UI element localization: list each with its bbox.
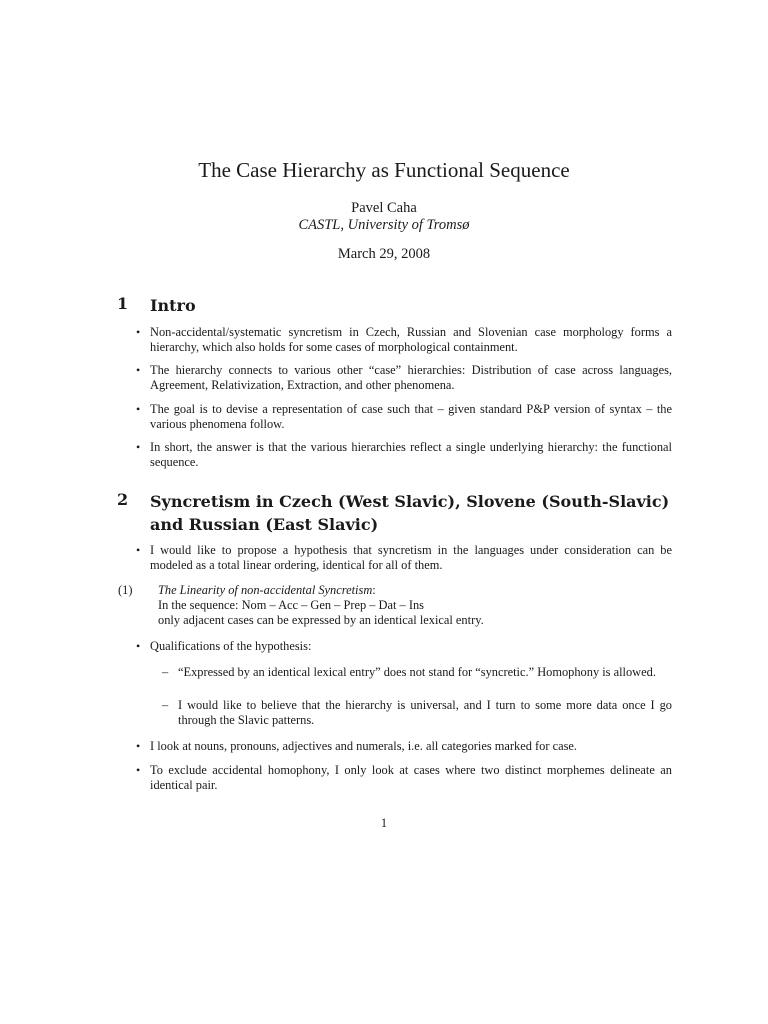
bullet-icon: • xyxy=(136,363,141,377)
list-item: To exclude accidental homophony, I only look at cases where two distinct morphemes delineate an identical pair. xyxy=(150,763,672,792)
author-name: Pavel Caha xyxy=(351,200,417,216)
example-heading-colon: : xyxy=(372,583,376,597)
example-line: In the sequence: Nom – Acc – Gen – Prep – Dat – Ins xyxy=(158,598,424,612)
list-item: Non-accidental/systematic syncretism in Czech, Russian and Slovenian case morphology forms a hierarchy, which also holds for some cases of morphological containment. xyxy=(150,325,672,354)
example-heading xyxy=(158,583,678,598)
bullet-icon: • xyxy=(136,402,141,416)
page-number: 1 xyxy=(380,816,388,830)
example-heading-text: The Linearity of non-accidental Syncretism xyxy=(158,583,373,597)
bullet-icon: • xyxy=(136,763,141,777)
dash-icon: – xyxy=(162,698,169,712)
example-number: (1) xyxy=(118,583,133,597)
section-1-title: Intro xyxy=(150,296,196,315)
list-item: In short, the answer is that the various hierarchies reflect a single underlying hierarchy: the functional sequence. xyxy=(150,440,672,469)
paper-title: The Case Hierarchy as Functional Sequence xyxy=(198,158,570,182)
sub-list-item: I would like to believe that the hierarchy is universal, and I turn to some more data once I go through the Slavic patterns. xyxy=(178,698,672,727)
author-affiliation: CASTL, University of Tromsø xyxy=(298,217,470,233)
section-1-number: 1 xyxy=(117,294,129,313)
list-item: The hierarchy connects to various other “case” hierarchies: Distribution of case across languages, Agreement, Relativization, Extraction, and other phenomena. xyxy=(150,363,672,392)
section-2-title-line-1: Syncretism in Czech (West Slavic), Slovene (South-Slavic) xyxy=(150,492,670,511)
example-line: only adjacent cases can be expressed by an identical lexical entry. xyxy=(158,613,484,627)
dash-icon: – xyxy=(162,665,169,679)
paper-date: March 29, 2008 xyxy=(337,246,431,262)
section-2-title xyxy=(150,490,690,536)
section-2-number: 2 xyxy=(117,490,129,509)
section-2-title-line-2: and Russian (East Slavic) xyxy=(150,515,379,534)
bullet-icon: • xyxy=(136,639,141,653)
bullet-icon: • xyxy=(136,440,141,454)
bullet-icon: • xyxy=(136,739,141,753)
bullet-icon: • xyxy=(136,325,141,339)
list-item: Qualifications of the hypothesis: xyxy=(150,639,312,653)
sub-list-item: “Expressed by an identical lexical entry” does not stand for “syncretic.” Homophony is allowed. xyxy=(178,665,656,679)
list-item: I would like to propose a hypothesis that syncretism in the languages under consideration can be modeled as a total linear ordering, identical for all of them. xyxy=(150,543,672,572)
list-item: The goal is to devise a representation of case such that – given standard P&P version of syntax – the various phenomena follow. xyxy=(150,402,672,431)
list-item: I look at nouns, pronouns, adjectives and numerals, i.e. all categories marked for case. xyxy=(150,739,577,753)
bullet-icon: • xyxy=(136,543,141,557)
